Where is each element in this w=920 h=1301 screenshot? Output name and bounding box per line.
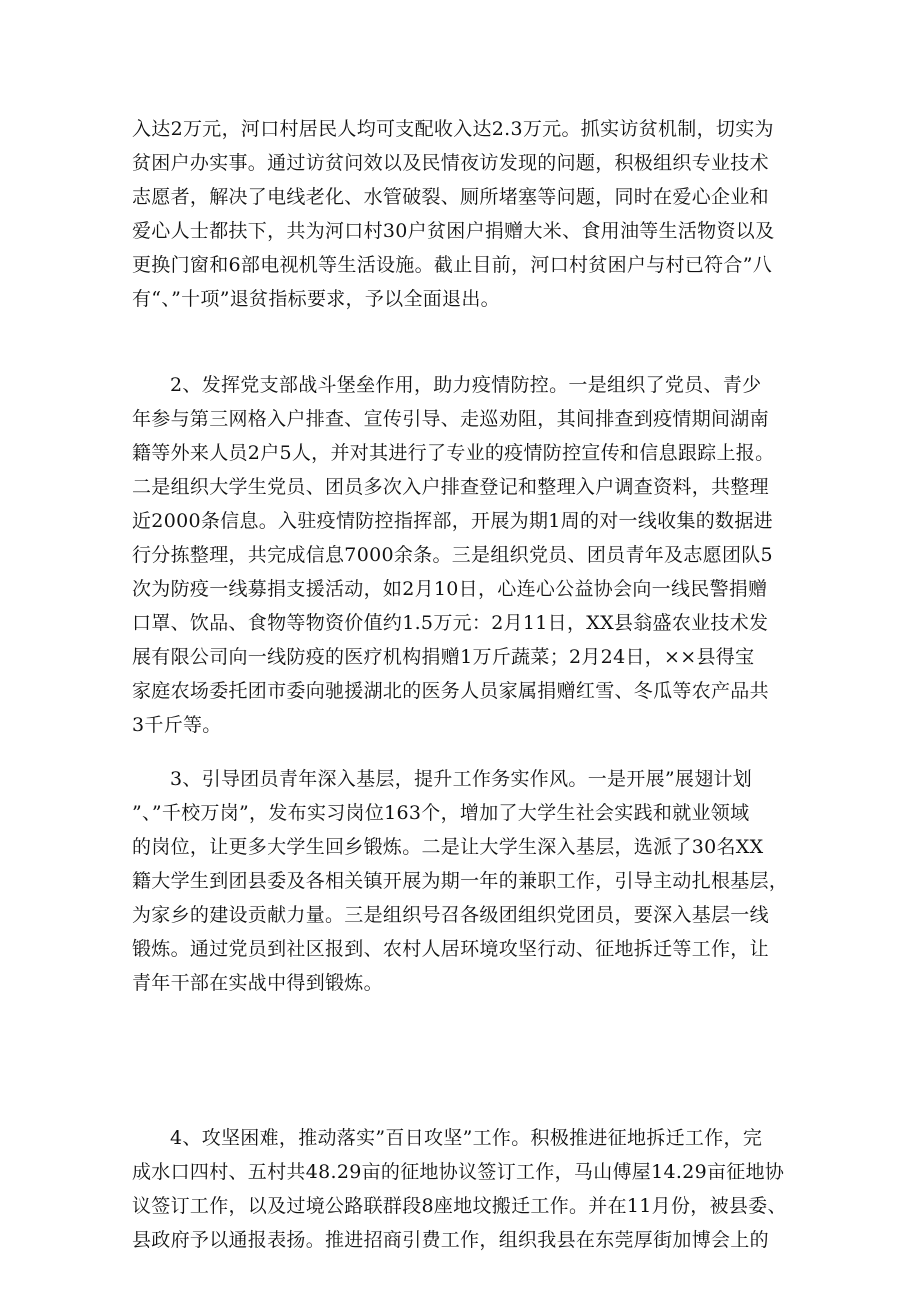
text-line: 展有限公司向一线防疫的医疗机构捐赠1万斤蔬菜；2月24日，××县得宝	[132, 646, 755, 668]
text-line: 志愿者，解决了电线老化、水管破裂、厕所堵塞等问题，同时在爱心企业和	[132, 186, 769, 208]
text-line: 近2000条信息。入驻疫情防控指挥部，开展为期1周的对一线收集的数据进	[132, 510, 773, 532]
paragraph-hundred-days	[132, 1121, 800, 1257]
text-line: 青年干部在实战中得到锻炼。	[132, 972, 383, 994]
text-line: 2、发挥党支部战斗堡垒作用，助力疫情防控。一是组织了党员、青少	[170, 374, 762, 396]
text-line: 更换门窗和6部电视机等生活设施。截止目前，河口村贫困户与村已符合”八	[132, 254, 773, 276]
text-line: 爱心人士都扶下，共为河口村30户贫困户捐赠大米、食用油等生活物资以及	[132, 220, 775, 242]
text-line: 3、引导团员青年深入基层，提升工作务实作风。一是开展”展翅计划	[170, 768, 753, 790]
text-line: 锻炼。通过党员到社区报到、农村人居环境攻坚行动、征地拆迁等工作，让	[132, 938, 769, 960]
text-line: 3千斤等。	[132, 714, 222, 736]
text-line: 为家乡的建设贡献力量。三是组织号召各级团组织党团员，要深入基层一线	[132, 904, 769, 926]
text-line: 贫困户办实事。通过访贫问效以及民情夜访发现的问题，积极组织专业技术	[132, 152, 769, 174]
text-line: 年参与第三网格入户排查、宣传引导、走巡劝阻，其间排查到疫情期间湖南	[132, 408, 769, 430]
text-line: 籍等外来人员2户5人，并对其进行了专业的疫情防控宣传和信息跟踪上报。	[132, 442, 775, 464]
paragraph-epidemic-control	[132, 368, 800, 742]
text-line: 成水口四村、五村共48.29亩的征地协议签订工作，马山傅屋14.29亩征地协	[132, 1161, 785, 1183]
text-line: 口罩、饮品、食物等物资价值约1.5万元：2月11日，XX县翁盛农业技术发	[132, 612, 769, 634]
text-line: ”、”千校万岗”，发布实习岗位163个，增加了大学生社会实践和就业领域	[132, 802, 750, 824]
text-line: 的岗位，让更多大学生回乡锻炼。二是让大学生深入基层，选派了30名XX	[132, 836, 764, 858]
paragraph-youth-grassroots	[132, 762, 800, 1000]
text-line: 家庭农场委托团市委向驰援湖北的医务人员家属捐赠红雪、冬瓜等农产品共	[132, 680, 769, 702]
text-line: 县政府予以通报表扬。推进招商引费工作，组织我县在东莞厚街加博会上的	[132, 1229, 769, 1251]
text-line: 4、攻坚困难，推动落实”百日攻坚”工作。积极推进征地拆迁工作，完	[170, 1127, 763, 1149]
paragraph-poverty-relief	[132, 112, 800, 316]
text-line: 入达2万元，河口村居民人均可支配收入达2.3万元。抓实访贫机制，切实为	[132, 118, 774, 140]
text-line: 次为防疫一线募捐支援活动，如2月10日，心连心公益协会向一线民警捐赠	[132, 578, 768, 600]
text-line: 有“、”十项”退贫指标要求，予以全面退出。	[132, 288, 500, 310]
text-line: 二是组织大学生党员、团员多次入户排查登记和整理入户调查资料，共整理	[132, 476, 769, 498]
text-line: 籍大学生到团县委及各相关镇开展为期一年的兼职工作，引导主动扎根基层，	[132, 870, 789, 892]
text-line: 议签订工作，以及过境公路联群段8座地坟搬迁工作。并在11月份，被县委、	[132, 1195, 787, 1217]
text-line: 行分拣整理，共完成信息7000余条。三是组织党员、团员青年及志愿团队5	[132, 544, 773, 566]
